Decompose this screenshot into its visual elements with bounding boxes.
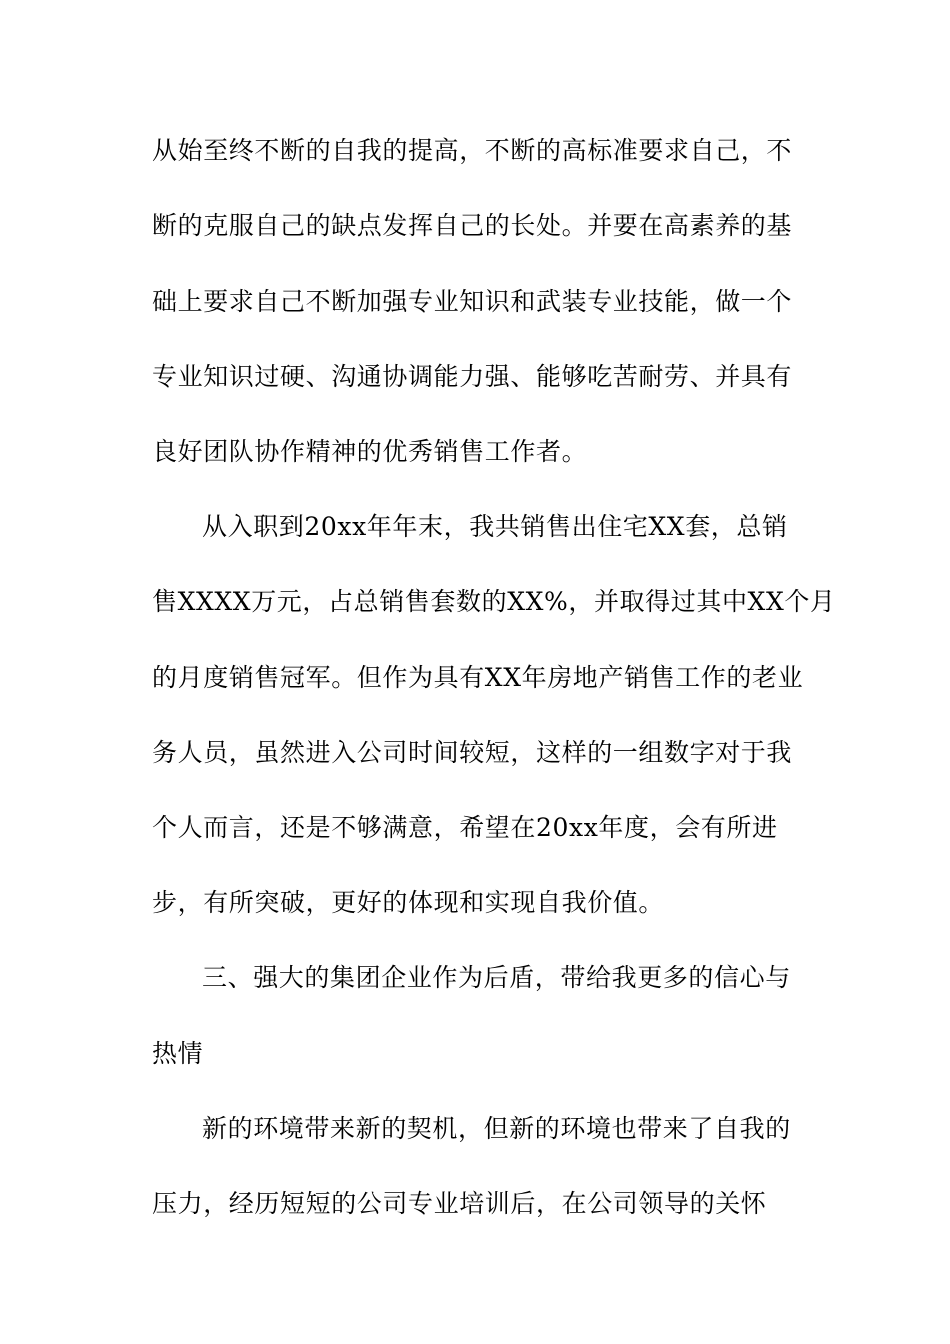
text-line: 售XXXX万元，占总销售套数的XX%，并取得过其中XX个月	[152, 587, 836, 616]
text-line: 断的克服自己的缺点发挥自己的长处。并要在高素养的基	[152, 211, 793, 240]
text-line: 步，有所突破，更好的体现和实现自我价值。	[152, 888, 665, 917]
text-line: 良好团队协作精神的优秀销售工作者。	[152, 437, 588, 466]
section-heading-continuation: 热情	[152, 1039, 204, 1068]
text-line: 专业知识过硬、沟通协调能力强、能够吃苦耐劳、并具有	[152, 362, 793, 391]
text-line: 务人员，虽然进入公司时间较短，这样的一组数字对于我	[152, 738, 793, 767]
paragraph-first-line: 新的环境带来新的契机，但新的环境也带来了自我的	[202, 1114, 791, 1143]
text-line: 础上要求自己不断加强专业知识和武装专业技能，做一个	[152, 287, 793, 316]
section-heading: 三、强大的集团企业作为后盾，带给我更多的信心与	[202, 963, 791, 992]
text-line: 个人而言，还是不够满意，希望在20xx年度，会有所进	[152, 813, 778, 842]
text-line: 的月度销售冠军。但作为具有XX年房地产销售工作的老业	[152, 663, 804, 692]
text-line: 压力，经历短短的公司专业培训后，在公司领导的关怀	[152, 1189, 767, 1218]
paragraph-first-line: 从入职到20xx年年末，我共销售出住宅XX套，总销	[202, 512, 788, 541]
text-line: 从始至终不断的自我的提高，不断的高标准要求自己，不	[152, 136, 793, 165]
